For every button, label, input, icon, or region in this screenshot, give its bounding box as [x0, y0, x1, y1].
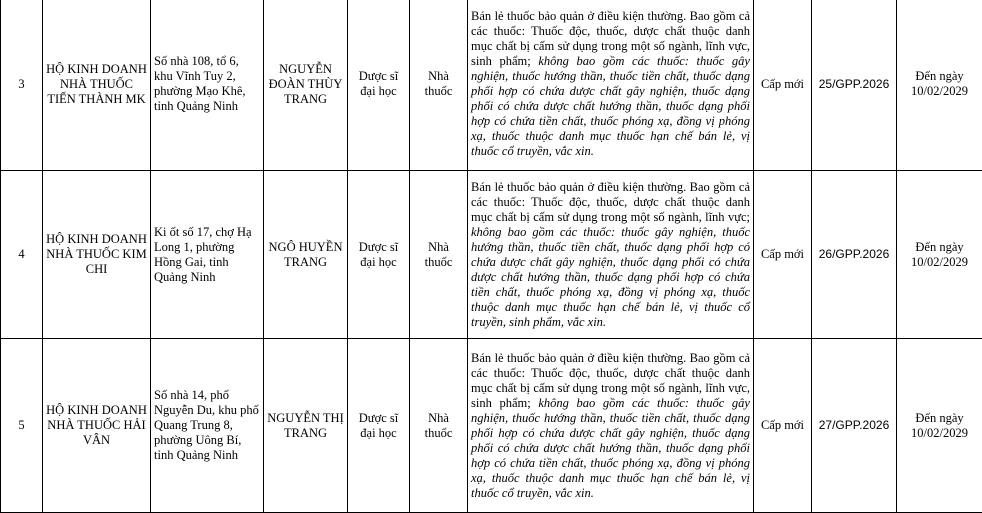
- table-row: [1, 171, 982, 339]
- scope-exclusion-text: không bao gồm các thuốc: thuốc gây nghiện, thuốc hướng thần, thuốc tiền chất, thuốc dạng phối hợp có chứa dược chất gây nghiện, thuốc dạng phối có chứa dược chất hướng thần, thuốc dạng phối hợp có chứa tiền chất, thuốc phóng xạ, đồng vị phóng xạ, thuốc thuộc danh mục thuốc hạn chế bán lẻ, vị thuốc cổ truyền, sinh phẩm, vắc xin.: [471, 225, 750, 329]
- business-scope: [468, 0, 754, 171]
- table-row: [1, 339, 982, 513]
- scope-exclusion-text: không bao gồm các thuốc: thuốc gây nghiện, thuốc hướng thần, thuốc tiền chất, thuốc dạng phối hợp có chứa dược chất gây nghiện, thuốc dạng phối có chứa dược chất hướng thần, thuốc dạng phối hợp có chứa tiền chất, thuốc phóng xạ, đồng vị phóng xạ, thuốc thuộc danh mục thuốc hạn chế bán lẻ, vị thuốc cổ truyền, vắc xin.: [471, 396, 750, 500]
- scope-exclusion-text: không bao gồm các thuốc: thuốc gây nghiện, thuốc hướng thần, thuốc tiền chất, thuốc dạng phối hợp có chứa dược chất gây nghiện, thuốc dạng phối có chứa dược chất hướng thần, thuốc dạng phối hợp có chứa tiền chất, thuốc phóng xạ, đồng vị phóng xạ, thuốc thuộc danh mục thuốc hạn chế bán lẻ, vị thuốc cổ truyền, vắc xin.: [471, 54, 750, 158]
- scope-normal-text: Bán lẻ thuốc bảo quản ở điều kiện thường. Bao gồm cả các thuốc: Thuốc độc, thuốc, dược chất thuộc danh mục chất bị cấm sử dụng trong một số ngành, lĩnh vực, sinh phẩm;: [471, 9, 750, 68]
- business-name: HỘ KINH DOANH NHÀ THUỐC TIẾN THÀNH MK: [43, 0, 151, 171]
- certificate-number: 27/GPP.2026: [812, 339, 897, 513]
- certificate-number: 25/GPP.2026: [812, 0, 897, 171]
- scope-normal-text: Bán lẻ thuốc bảo quản ở điều kiện thường. Bao gồm cả các thuốc: Thuốc độc, thuốc, dược chất thuộc danh mục chất bị cấm sử dụng trong một số ngành, lĩnh vực;: [471, 180, 750, 224]
- responsible-person: NGÔ HUYỀN TRANG: [264, 171, 348, 339]
- issue-form: Cấp mới: [754, 339, 812, 513]
- validity-date: Đến ngày 10/02/2029: [897, 0, 982, 171]
- validity-date: Đến ngày 10/02/2029: [897, 339, 982, 513]
- business-name: HỘ KINH DOANH NHÀ THUỐC HẢI VÂN: [43, 339, 151, 513]
- business-address: Ki ốt số 17, chợ Hạ Long 1, phường Hồng Gai, tỉnh Quảng Ninh: [151, 171, 264, 339]
- business-scope: [468, 339, 754, 513]
- row-number: 3: [1, 0, 43, 171]
- validity-date: Đến ngày 10/02/2029: [897, 171, 982, 339]
- responsible-person: NGUYỄN ĐOÀN THÙY TRANG: [264, 0, 348, 171]
- issue-form: Cấp mới: [754, 0, 812, 171]
- row-number: 4: [1, 171, 43, 339]
- establishment-type: Nhà thuốc: [410, 339, 468, 513]
- qualification: Dược sĩ đại học: [348, 171, 410, 339]
- row-number: 5: [1, 339, 43, 513]
- scope-normal-text: Bán lẻ thuốc bảo quản ở điều kiện thường. Bao gồm cả các thuốc: Thuốc độc, thuốc, dược chất thuộc danh mục chất bị cấm sử dụng trong một số ngành, lĩnh vực, sinh phẩm;: [471, 351, 750, 410]
- business-scope: [468, 171, 754, 339]
- issue-form: Cấp mới: [754, 171, 812, 339]
- business-address: Số nhà 14, phố Nguyễn Du, khu phố Quang Trung 8, phường Uông Bí, tỉnh Quảng Ninh: [151, 339, 264, 513]
- qualification: Dược sĩ đại học: [348, 0, 410, 171]
- responsible-person: NGUYỄN THỊ TRANG: [264, 339, 348, 513]
- business-address: Số nhà 108, tổ 6, khu Vĩnh Tuy 2, phường Mạo Khê, tỉnh Quảng Ninh: [151, 0, 264, 171]
- establishment-type: Nhà thuốc: [410, 0, 468, 171]
- business-name: HỘ KINH DOANH NHÀ THUỐC KIM CHI: [43, 171, 151, 339]
- qualification: Dược sĩ đại học: [348, 339, 410, 513]
- certificate-number: 26/GPP.2026: [812, 171, 897, 339]
- table-row: [1, 0, 982, 171]
- establishment-type: Nhà thuốc: [410, 171, 468, 339]
